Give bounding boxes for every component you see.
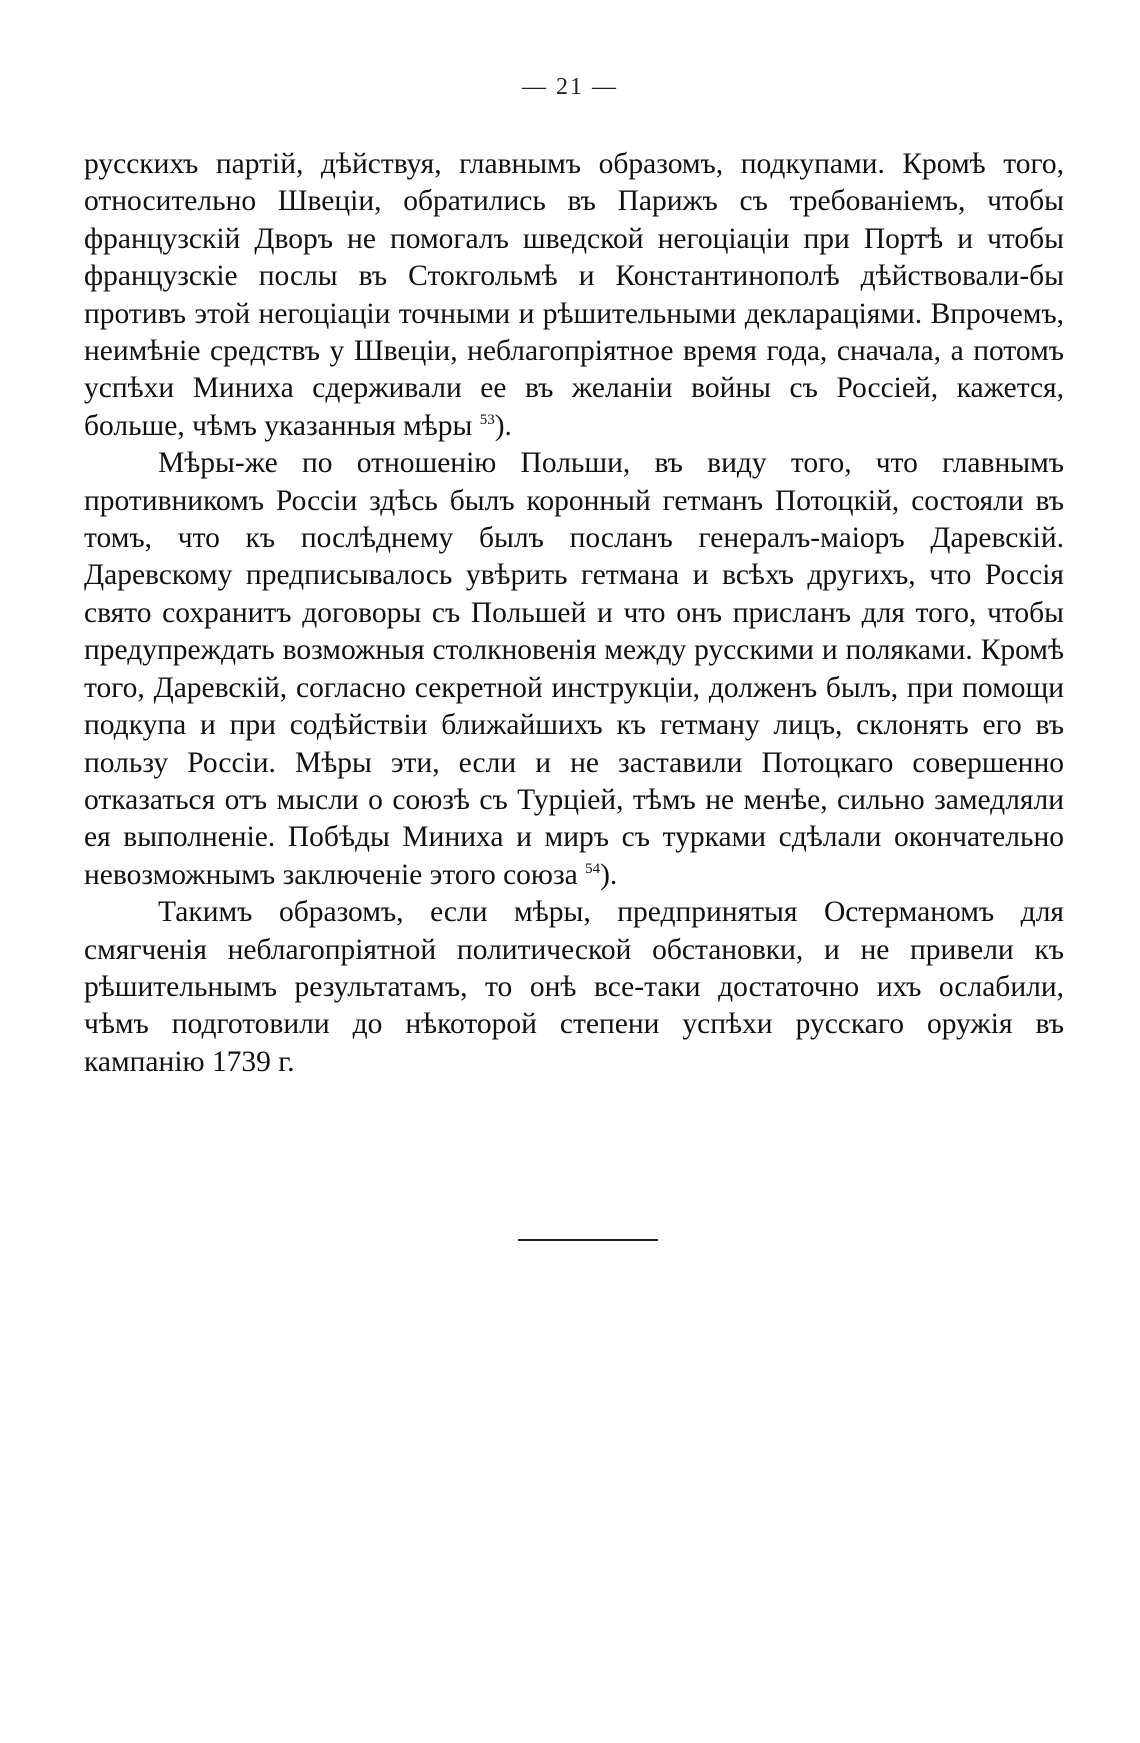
paragraph-3-text: Такимъ образомъ, если мѣры, предпринятыя Остерманомъ для смягченія неблагопріятной политической обстановки, и не привели къ рѣшительнымъ результатамъ, то онѣ все-таки достаточно ихъ ослабили, чѣмъ подготовили до нѣкоторой степени успѣхи русскаго оружія въ кампанію 1739 г. [84,896,1064,1078]
paragraph-1-tail: ). [494,409,512,442]
paragraph-1 [84,146,1064,445]
page-number: — 21 — [522,74,618,100]
body-text [84,146,1064,1081]
footnote-ref-53[interactable]: 53 [479,412,495,429]
paragraph-3 [84,894,1064,1081]
paragraph-2 [84,445,1064,894]
paragraph-2-tail: ). [600,858,618,891]
section-divider [518,1239,658,1241]
paragraph-2-text: Мѣры-же по отношенію Польши, въ виду того, что главнымъ противникомъ Россіи здѣсь былъ коронный гетманъ Потоцкій, состояли въ томъ, что къ послѣднему былъ посланъ генералъ-маіоръ Даревскій. Даревскому предписывалось увѣрить гетмана и всѣхъ другихъ, что Россія свято сохранитъ договоры съ Польшей и что онъ присланъ для того, чтобы предупреждать возможныя столкновенія между русскими и поляками. Кромѣ того, Даревскій, согласно секретной инструкціи, долженъ былъ, при помощи подкупа и при содѣйствіи ближайшихъ къ гетману лицъ, склонять его въ пользу Россіи. Мѣры эти, если и не заставили Потоцкаго совершенно отказаться отъ мысли о союзѣ съ Турціей, тѣмъ не менѣе, сильно замедляли ея выполненіе. Побѣды Миниха и миръ съ турками сдѣлали окончательно невозможнымъ заключеніе этого союза [84,447,1064,891]
paragraph-1-text: русскихъ партій, дѣйствуя, главнымъ образомъ, подкупами. Кромѣ того, относительно Швеціи, обратились въ Парижъ съ требованіемъ, чтобы французскій Дворъ не помогалъ шведской негоціаціи при Портѣ и чтобы французскіе послы въ Стокгольмѣ и Константинополѣ дѣйствовали-бы противъ этой негоціаціи точными и рѣшительными деклараціями. Впрочемъ, неимѣніе средствъ у Швеціи, неблагопріятное время года, сначала, а потомъ успѣхи Миниха сдерживали ее въ желаніи войны съ Россіей, кажется, больше, чѣмъ указанныя мѣры [84,148,1064,442]
footnote-ref-54[interactable]: 54 [585,860,601,877]
